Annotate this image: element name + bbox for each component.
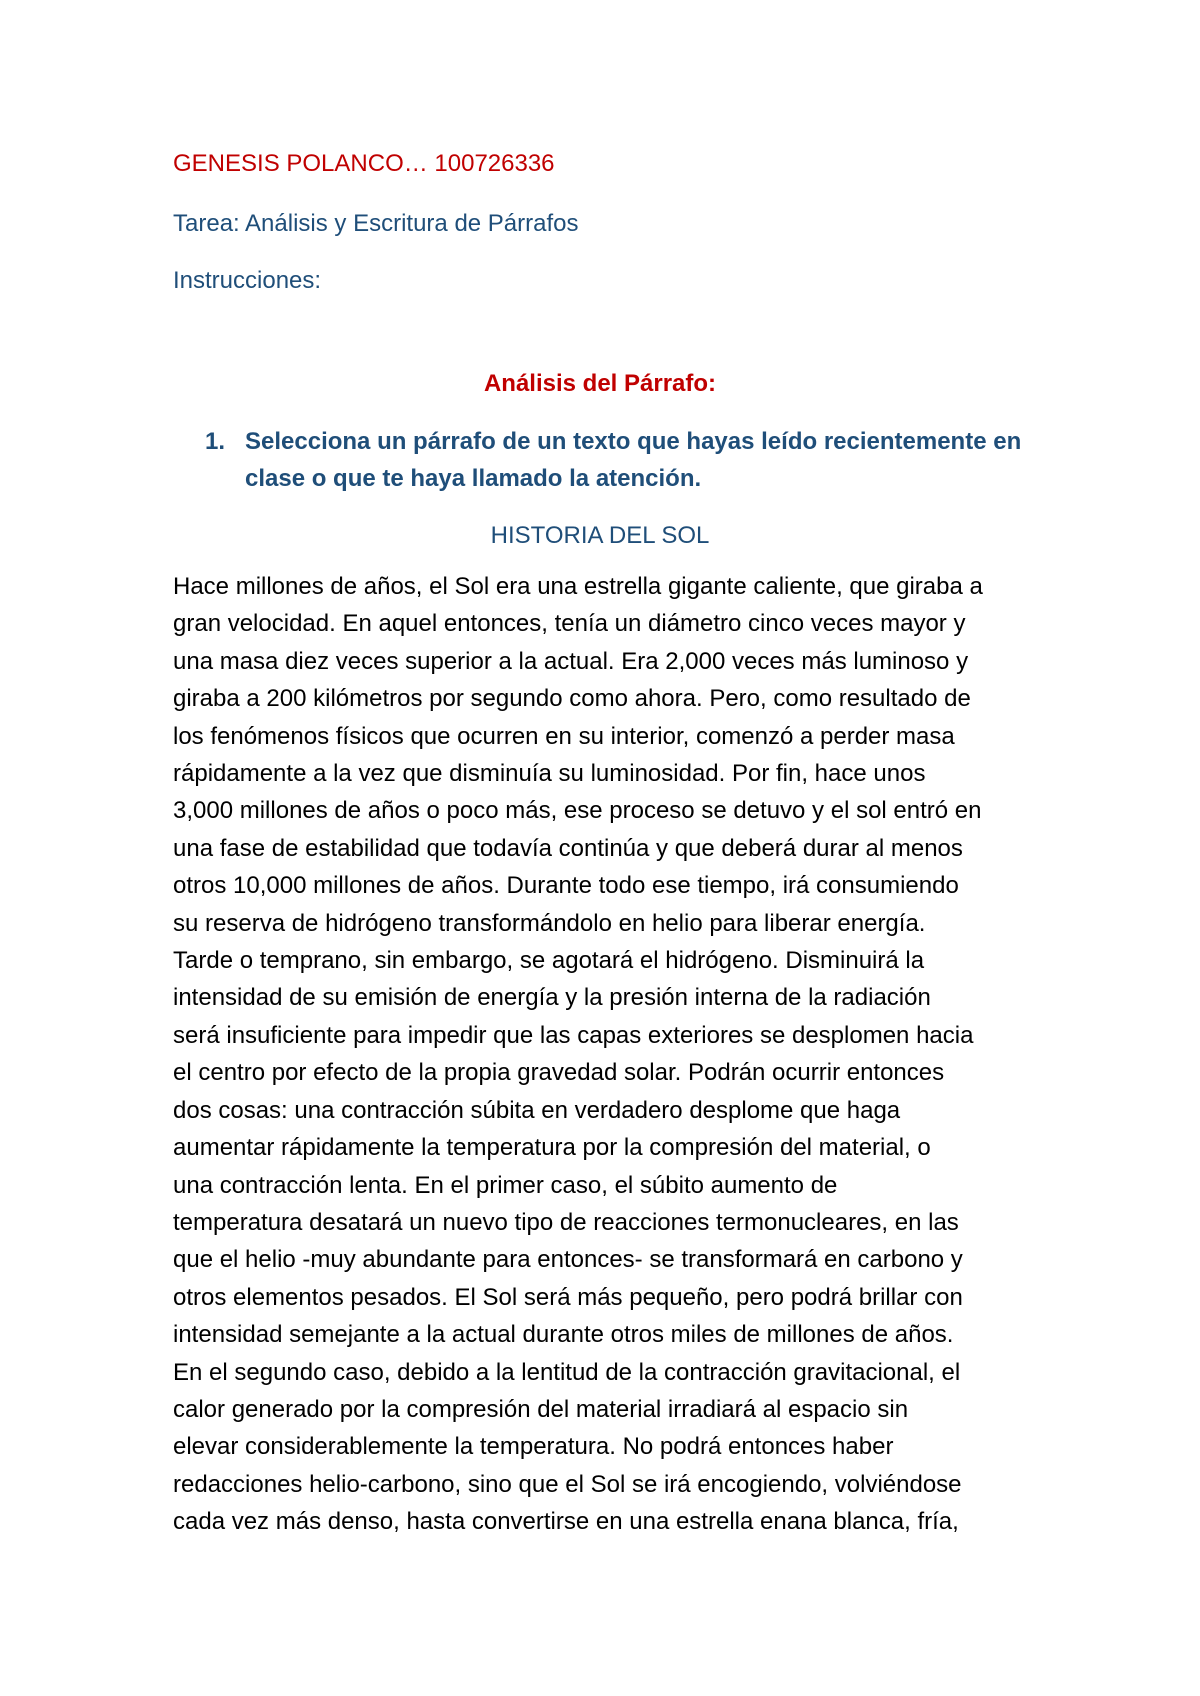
list-item-text bbox=[245, 423, 1035, 497]
paragraph-line: intensidad semejante a la actual durante otros miles de millones de años. bbox=[173, 1321, 954, 1349]
paragraph-line: los fenómenos físicos que ocurren en su interior, comenzó a perder masa bbox=[173, 722, 955, 750]
paragraph-line: que el helio -muy abundante para entonces- se transformará en carbono y bbox=[173, 1246, 963, 1274]
paragraph-line: cada vez más denso, hasta convertirse en una estrella enana blanca, fría, bbox=[173, 1508, 959, 1536]
paragraph-line: su reserva de hidrógeno transformándolo en helio para liberar energía. bbox=[173, 909, 926, 937]
paragraph-line: dos cosas: una contracción súbita en verdadero desplome que haga bbox=[173, 1096, 901, 1124]
author-line: GENESIS POLANCO… 100726336 bbox=[173, 150, 555, 177]
paragraph-line: calor generado por la compresión del material irradiará al espacio sin bbox=[173, 1395, 909, 1423]
paragraph-line: elevar considerablemente la temperatura. No podrá entonces haber bbox=[173, 1433, 894, 1461]
instructions-label: Instrucciones: bbox=[173, 267, 322, 294]
reading-paragraph bbox=[173, 568, 1043, 1541]
paragraph-line: Hace millones de años, el Sol era una estrella gigante caliente, que giraba a bbox=[173, 573, 983, 600]
paragraph-line: intensidad de su emisión de energía y la presión interna de la radiación bbox=[173, 984, 931, 1012]
paragraph-line: Tarde o temprano, sin embargo, se agotará el hidrógeno. Disminuirá la bbox=[173, 947, 925, 975]
paragraph-line: una masa diez veces superior a la actual. Era 2,000 veces más luminoso y bbox=[173, 647, 969, 675]
reading-title: HISTORIA DEL SOL bbox=[490, 522, 710, 549]
paragraph-line: En el segundo caso, debido a la lentitud de la contracción gravitacional, el bbox=[173, 1358, 961, 1386]
paragraph-line: temperatura desatará un nuevo tipo de reacciones termonucleares, en las bbox=[173, 1208, 959, 1236]
paragraph-line: 3,000 millones de años o poco más, ese proceso se detuvo y el sol entró en bbox=[173, 797, 982, 825]
paragraph-line: será insuficiente para impedir que las capas exteriores se desplomen hacia bbox=[173, 1021, 974, 1049]
paragraph-line: el centro por efecto de la propia gravedad solar. Podrán ocurrir entonces bbox=[173, 1059, 945, 1087]
section-heading: Análisis del Párrafo: bbox=[483, 370, 717, 397]
paragraph-line: aumentar rápidamente la temperatura por la compresión del material, o bbox=[173, 1134, 931, 1162]
paragraph-line: rápidamente a la vez que disminuía su luminosidad. Por fin, hace unos bbox=[173, 760, 926, 788]
list-item-line: clase o que te haya llamado la atención. bbox=[245, 465, 702, 492]
paragraph-line: otros elementos pesados. El Sol será más pequeño, pero podrá brillar con bbox=[173, 1283, 963, 1311]
paragraph-line: una contracción lenta. En el primer caso, el súbito aumento de bbox=[173, 1171, 838, 1199]
task-title: Tarea: Análisis y Escritura de Párrafos bbox=[173, 210, 579, 237]
paragraph-line: redacciones helio-carbono, sino que el Sol se irá encogiendo, volviéndose bbox=[173, 1470, 962, 1498]
list-item-line: Selecciona un párrafo de un texto que hayas leído recientemente en bbox=[245, 428, 1022, 455]
paragraph-line: gran velocidad. En aquel entonces, tenía un diámetro cinco veces mayor y bbox=[173, 610, 966, 638]
list-item-number: 1. bbox=[205, 428, 226, 455]
paragraph-line: una fase de estabilidad que todavía continúa y que deberá durar al menos bbox=[173, 834, 963, 862]
paragraph-line: giraba a 200 kilómetros por segundo como ahora. Pero, como resultado de bbox=[173, 685, 971, 713]
paragraph-line: otros 10,000 millones de años. Durante todo ese tiempo, irá consumiendo bbox=[173, 872, 959, 900]
